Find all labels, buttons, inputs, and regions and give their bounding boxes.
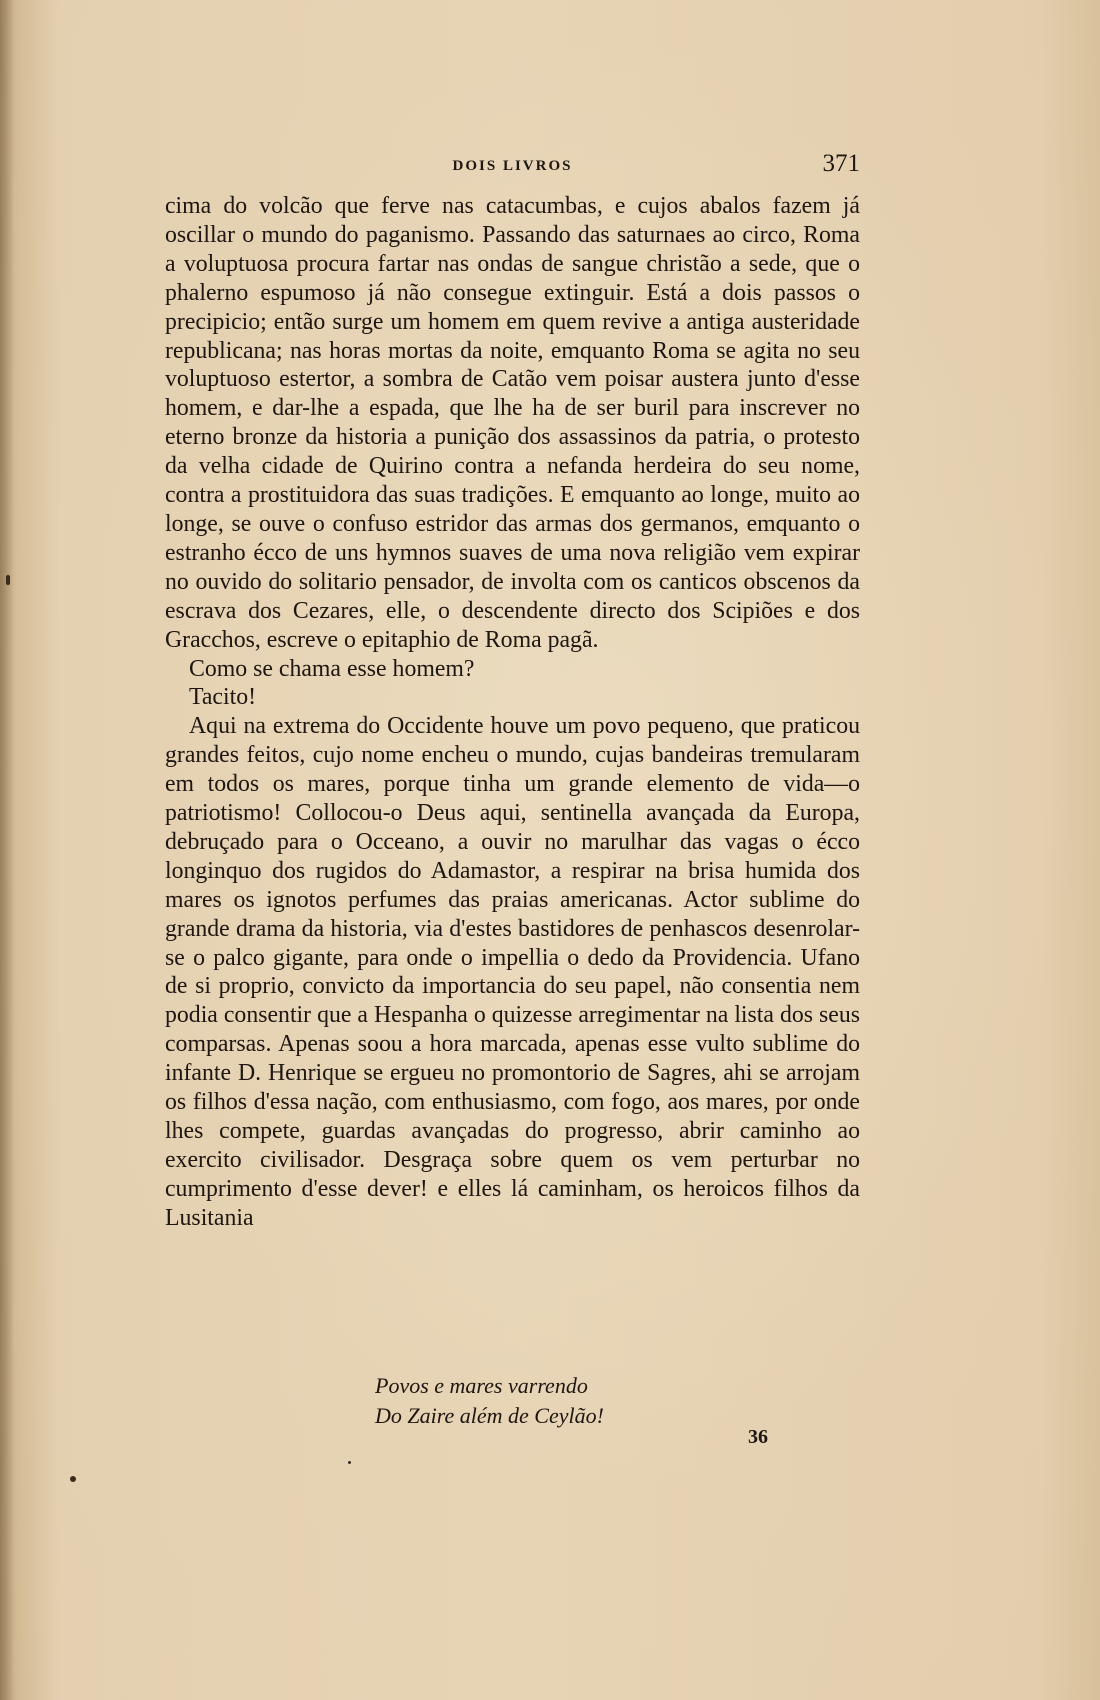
- verse-line: Do Zaire além de Ceylão!: [375, 1403, 604, 1428]
- verse-line: Povos e mares varrendo: [375, 1373, 588, 1398]
- body-text: [165, 192, 860, 1233]
- page-number: 371: [822, 150, 860, 177]
- paragraph: Aqui na extrema do Occidente houve um povo pequeno, que praticou grandes feitos, cujo nome encheu o mundo, cujas bandeiras tremularam em todos os mares, porque tinha um grande elemento de vida—o patriotismo! Collocou-o Deus aqui, sentinella avançada da Europa, debruçado para o Occeano, a ouvir no marulhar das vagas o écco longinquo dos rugidos do Adamastor, a respirar na brisa humida dos mares os ignotos perfumes das praias americanas. Actor sublime do grande drama da historia, via d'estes bastidores de penhascos desenrolar-se o palco gigante, para onde o impellia o dedo da Providencia. Ufano de si proprio, convicto da importancia do seu papel, não consentia nem podia consentir que a Hespanha o quizesse arregimentar na lista dos seus comparsas. Apenas soou a hora marcada, apenas esse vulto sublime do infante D. Henrique se ergueu no promontorio de Sagres, ahi se arrojam os filhos d'essa nação, com enthusiasmo, com fogo, aos mares, por onde lhes compete, guardas avançadas do progresso, abrir caminho ao exercito civilisador. Desgraça sobre quem os vem perturbar no cumprimento d'esse dever! e elles lá caminham, os heroicos filhos da Lusitania: [165, 713, 860, 1231]
- signature-mark: 36: [748, 1426, 768, 1448]
- paragraph: Tacito!: [189, 684, 257, 711]
- paragraph: Como se chama esse homem?: [189, 655, 475, 682]
- ink-speck: [348, 1461, 351, 1464]
- ink-speck: [70, 1476, 76, 1482]
- running-title: DOIS LIVROS: [452, 158, 573, 174]
- ink-speck: [6, 575, 10, 585]
- verse-quote: [375, 1371, 604, 1431]
- paragraph: cima do volcão que ferve nas catacumbas, e cujos abalos fazem já oscillar o mundo do paganismo. Passando das saturnaes ao circo, Roma a voluptuosa procura fartar nas ondas de sangue christão a sede, que o phalerno espumoso já não consegue extinguir. Está a dois passos o precipicio; então surge um homem em quem revive a antiga austeridade republicana; nas horas mortas da noite, emquanto Roma se agita no seu voluptuoso estertor, a sombra de Catão vem poisar austera junto d'esse homem, e dar-lhe a espada, que lhe ha de ser buril para inscrever no eterno bronze da historia a punição dos assassinos da patria, o protesto da velha cidade de Quirino contra a nefanda herdeira do seu nome, contra a prostituidora das suas tradições. E emquanto ao longe, muito ao longe, se ouve o confuso estridor das armas dos germanos, emquanto o estranho écco de uns hymnos suaves de uma nova religião vem expirar no ouvido do solitario pensador, de involta com os canticos obscenos da escrava dos Cezares, elle, o descendente directo dos Scipiões e dos Gracchos, escreve o epitaphio de Roma pagã.: [165, 193, 860, 653]
- page-header: [165, 150, 860, 186]
